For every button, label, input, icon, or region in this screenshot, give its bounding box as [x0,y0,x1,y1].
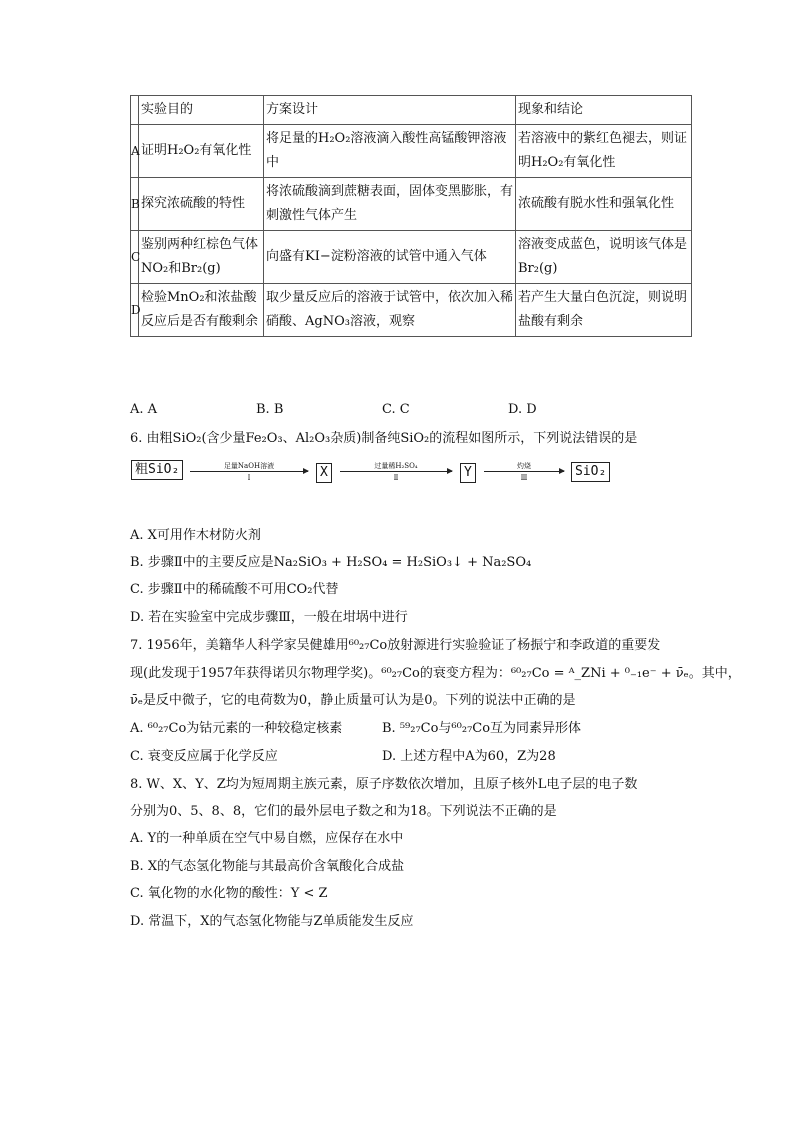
flow-reagent-1: 足量NaOH溶液 [223,462,275,470]
flow-step-2: Ⅱ [393,474,399,482]
table-header-design: 方案设计 [264,96,516,125]
row-label: A [131,125,139,178]
q7-stem-line-2: 现(此发现于1957年获得诺贝尔物理学奖)。⁶⁰₂₇Co的衰变方程为：⁶⁰₂₇Co = ᴬ_ZNi + ⁰₋₁e⁻ + ν̄ₑ。其中， [130,666,741,681]
table-header-goal: 实验目的 [139,96,264,125]
q6-option-b[interactable]: B. 步骤Ⅱ中的主要反应是Na₂SiO₃ + H₂SO₄ = H₂SiO₃↓ + Na₂SO₄ [130,555,532,570]
q5-table [130,95,692,337]
row-design: 取少量反应后的溶液于试管中，依次加入稀硝酸、AgNO₃溶液，观察 [264,284,516,337]
row-result: 若产生大量白色沉淀，则说明盐酸有剩余 [516,284,692,337]
q8-option-b[interactable]: B. X的气态氢化物能与其最高价含氧酸化合成盐 [130,859,405,874]
q6-option-a[interactable]: A. X可用作木材防火剂 [130,528,261,543]
flow-arrow-3 [484,471,564,472]
row-goal: 证明H₂O₂有氧化性 [139,125,264,178]
row-design: 向盛有KI−淀粉溶液的试管中通入气体 [264,231,516,284]
flow-arrow-2 [340,471,452,472]
q6-stem: 6. 由粗SiO₂(含少量Fe₂O₃、Al₂O₃杂质)制备纯SiO₂的流程如图所示，下列说法错误的是 [130,431,638,446]
table-row [131,125,692,178]
q8-stem-line-2: 分别为0、5、8、8，它们的最外层电子数之和为18。下列说法不正确的是 [130,804,557,819]
flow-start-box: 粗SiO₂ [131,460,183,480]
flow-step-3: Ⅲ [520,474,528,482]
flow-arrow-1 [190,471,308,472]
table-row [131,178,692,231]
table-row [131,284,692,337]
q5-option-b[interactable]: B. B [256,402,284,417]
flow-end-box: SiO₂ [571,462,610,482]
table-header-blank [131,96,139,125]
row-result: 溶液变成蓝色，说明该气体是Br₂(g) [516,231,692,284]
q7-stem-line-1: 7. 1956年，美籍华人科学家吴健雄用⁶⁰₂₇Co放射源进行实验验证了杨振宁和李政道的重要发 [130,638,661,653]
row-design: 将足量的H₂O₂溶液滴入酸性高锰酸钾溶液中 [264,125,516,178]
table-row [131,231,692,284]
table-header-result: 现象和结论 [516,96,692,125]
row-goal: 探究浓硫酸的特性 [139,178,264,231]
q7-option-c[interactable]: C. 衰变反应属于化学反应 [130,749,278,764]
row-result: 若溶液中的紫红色褪去，则证明H₂O₂有氧化性 [516,125,692,178]
row-result: 浓硫酸有脱水性和强氧化性 [516,178,692,231]
row-goal: 鉴别两种红棕色气体NO₂和Br₂(g) [139,231,264,284]
flow-x-box: X [316,463,332,483]
q8-option-a[interactable]: A. Y的一种单质在空气中易自燃，应保存在水中 [130,831,404,846]
q7-stem-line-3: ν̄ₑ是反中微子，它的电荷数为0，静止质量可认为是0。下列的说法中正确的是 [130,693,576,708]
row-goal: 检验MnO₂和浓盐酸反应后是否有酸剩余 [139,284,264,337]
row-label: C [131,231,139,284]
q7-option-d[interactable]: D. 上述方程中A为60，Z为28 [382,749,556,764]
q7-option-b[interactable]: B. ⁵⁹₂₇Co与⁶⁰₂₇Co互为同素异形体 [382,721,582,736]
flow-reagent-3: 灼烧 [517,462,531,470]
table-header-row [131,96,692,125]
flow-reagent-2: 过量稀H₂SO₄ [374,462,418,470]
row-design: 将浓硫酸滴到蔗糖表面，固体变黑膨胀，有刺激性气体产生 [264,178,516,231]
q8-option-d[interactable]: D. 常温下，X的气态氢化物能与Z单质能发生反应 [130,914,414,929]
q8-option-c[interactable]: C. 氧化物的水化物的酸性：Y < Z [130,886,328,901]
q6-option-d[interactable]: D. 若在实验室中完成步骤Ⅲ，一般在坩埚中进行 [130,610,408,625]
row-label: D [131,284,139,337]
q5-option-a[interactable]: A. A [130,402,158,417]
q8-stem-line-1: 8. W、X、Y、Z均为短周期主族元素，原子序数依次增加，且原子核外L电子层的电子数 [130,777,638,792]
flow-step-1: Ⅰ [247,474,251,482]
flow-y-box: Y [460,463,476,483]
q7-option-a[interactable]: A. ⁶⁰₂₇Co为钴元素的一种较稳定核素 [130,721,343,736]
q6-option-c[interactable]: C. 步骤Ⅱ中的稀硫酸不可用CO₂代替 [130,582,339,597]
q5-option-d[interactable]: D. D [508,402,537,417]
q5-option-c[interactable]: C. C [382,402,410,417]
row-label: B [131,178,139,231]
